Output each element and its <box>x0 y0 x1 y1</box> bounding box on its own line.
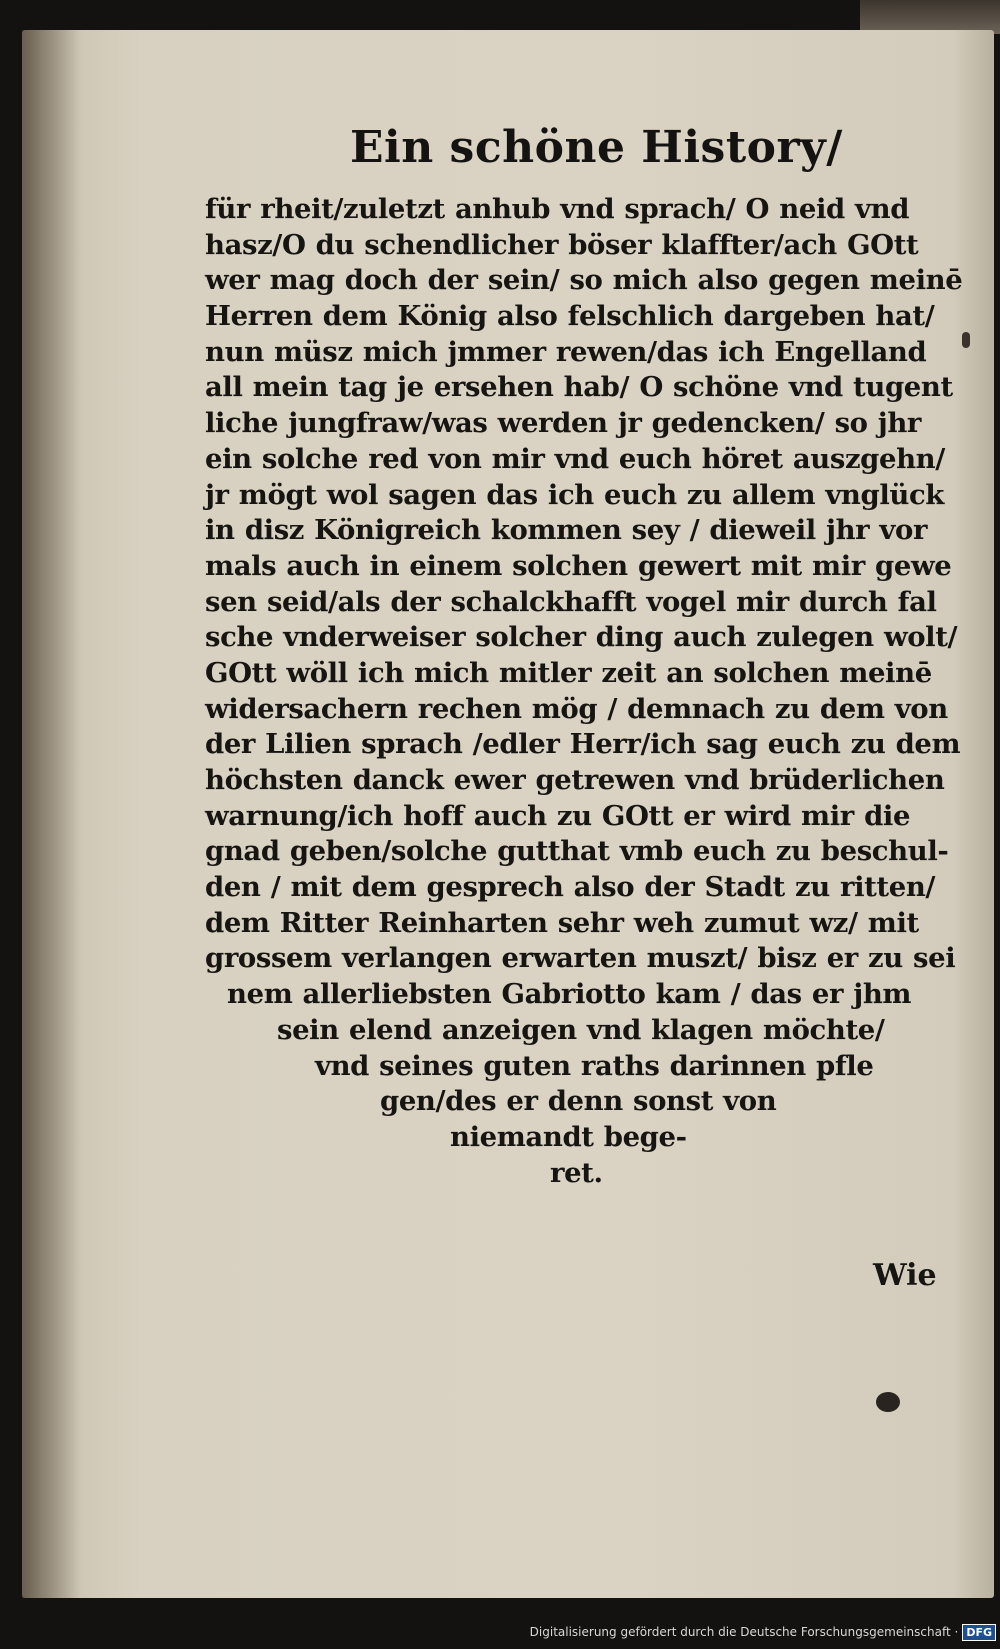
text-line: warnung/ich hoff auch zu GOtt er wird mir die <box>205 799 911 832</box>
text-line: widersachern rechen mög / demnach zu dem von <box>205 692 948 725</box>
page-edge-mark <box>962 332 970 348</box>
dfg-logo: DFG <box>962 1624 996 1641</box>
text-line: nun müsz mich jmmer rewen/das ich Engelland <box>205 335 927 368</box>
text-line: vnd seines guten raths darinnen pfle <box>315 1049 874 1082</box>
text-line: nem allerliebsten Gabriotto kam / das er jhm <box>227 978 912 1011</box>
text-line: höchsten danck ewer getrewen vnd brüderlichen <box>205 764 945 796</box>
text-line: ein solche red von mir vnd euch höret auszgehn/ <box>205 442 945 475</box>
text-line: GOtt wöll ich mich mitler zeit an solchen meinē <box>205 656 932 689</box>
text-line: sein elend anzeigen vnd klagen möchte/ <box>277 1013 885 1046</box>
text-line: sche vnderweiser solcher ding auch zulegen wolt/ <box>205 621 958 654</box>
text-line: sen seid/als der schalckhafft vogel mir durch fal <box>205 585 937 618</box>
footer-credit-text: Digitalisierung gefördert durch die Deutsche Forschungsgemeinschaft · <box>529 1625 959 1639</box>
text-line: liche jungfraw/was werden jr gedencken/ so jhr <box>205 407 922 440</box>
footer-credit <box>530 1621 996 1643</box>
text-line: gen/des er denn sonst von <box>380 1085 777 1118</box>
book-top-edge <box>860 0 1000 34</box>
text-line: hasz/O du schendlicher böser klaffter/ach GOtt <box>205 228 919 261</box>
ink-blot <box>876 1392 900 1412</box>
text-line: gnad geben/solche gutthat vmb euch zu beschul- <box>205 835 949 868</box>
body-text <box>205 192 963 1191</box>
text-line: der Lilien sprach /edler Herr/ich sag euch zu dem <box>205 728 961 761</box>
text-line: niemandt bege- <box>450 1120 687 1153</box>
text-line: jr mögt wol sagen das ich euch zu allem vnglück <box>205 478 944 511</box>
text-line: in disz Königreich kommen sey / dieweil jhr vor <box>205 514 928 547</box>
text-line: mals auch in einem solchen gewert mit mir gewe <box>205 549 952 582</box>
catchword: Wie <box>873 1258 937 1293</box>
text-line: den / mit dem gesprech also der Stadt zu ritten/ <box>205 871 936 904</box>
text-line: all mein tag je ersehen hab/ O schöne vnd tugent <box>205 371 953 404</box>
text-line: Herren dem König also felschlich dargeben hat/ <box>205 300 935 333</box>
text-line: für rheit/zuletzt anhub vnd sprach/ O neid vnd <box>205 193 910 225</box>
text-line: wer mag doch der sein/ so mich also gegen meinē <box>205 264 963 297</box>
text-line: ret. <box>550 1156 603 1189</box>
running-title: Ein schöne History/ <box>350 122 843 173</box>
text-line: grossem verlangen erwarten muszt/ bisz er zu sei <box>205 942 956 975</box>
page-gutter-shadow <box>22 30 82 1598</box>
text-line: dem Ritter Reinharten sehr weh zumut wz/ mit <box>205 906 919 939</box>
